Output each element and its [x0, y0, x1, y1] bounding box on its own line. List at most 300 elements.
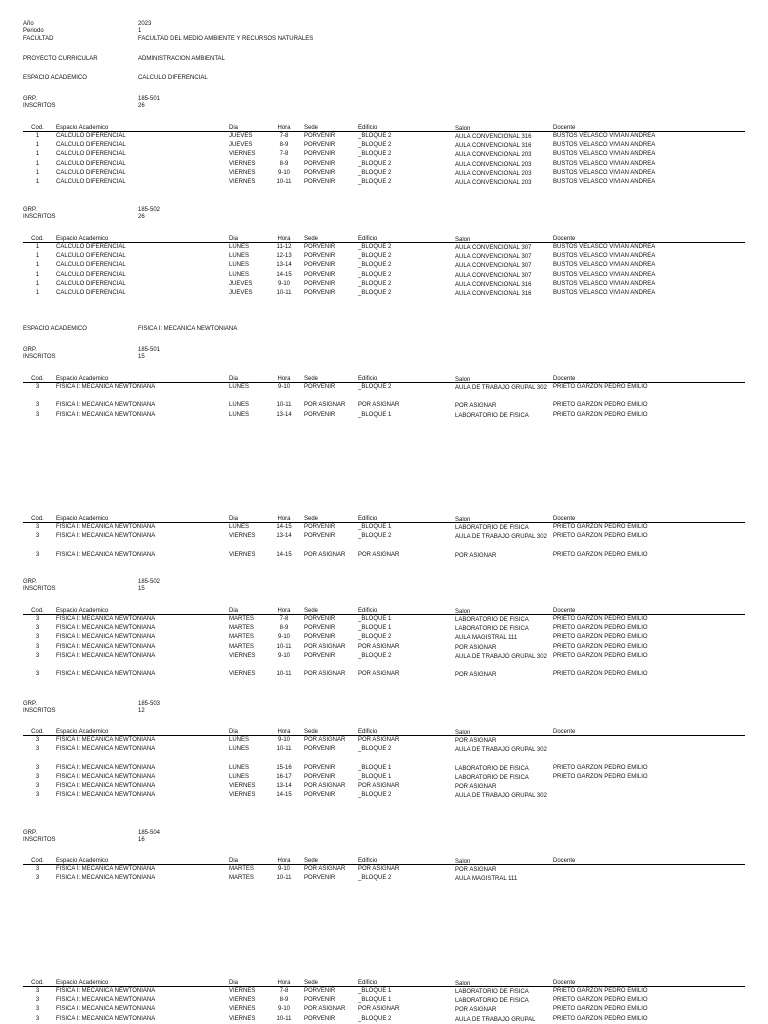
cell-docente: PRIETO GARZON PEDRO EMILIO [553, 634, 648, 641]
cell-sede: PORVENIR [304, 773, 336, 780]
inscritos-value: 26 [138, 214, 145, 220]
cell-salon: AULA DE TRABAJO GRUPAL 302 [455, 534, 547, 541]
column-header-salon: Salon [455, 377, 471, 383]
cell-docente: BUSTOS VELASCO VIVIAN ANDREA [553, 160, 656, 167]
cell-salon: POR ASIGNAR [455, 644, 497, 651]
cell-dia: JUEVES [229, 142, 253, 149]
cell-cod: 3 [35, 411, 40, 418]
cell-sede: PORVENIR [304, 634, 336, 641]
column-header-sede: Sede [304, 125, 319, 131]
cell-hora: 9-10 [277, 169, 290, 176]
column-header-espacio: Espacio Academico [56, 236, 109, 242]
cell-espacio: FISICA I: MECANICA NEWTONIANA [56, 402, 156, 409]
cell-dia: LUNES [229, 746, 250, 753]
grp-value: 185-502 [138, 207, 161, 213]
cell-edificio: _BLOQUE 2 [358, 244, 392, 250]
cell-hora: 10-11 [276, 1015, 292, 1022]
cell-espacio: CALCULO DIFERENCIAL [56, 169, 126, 176]
cell-hora: 15-16 [276, 764, 292, 771]
cell-sede: PORVENIR [304, 533, 336, 540]
cell-cod: 3 [35, 384, 40, 390]
table-row [23, 243, 745, 252]
cell-cod: 1 [35, 142, 40, 149]
cell-dia: VIERNES [229, 997, 256, 1004]
proyecto-label: PROYECTO CURRICULAR [23, 56, 98, 62]
schedule-table [23, 729, 745, 810]
cell-salon: AULA CONVENCIONAL 307 [455, 254, 532, 261]
cell-sede: PORVENIR [304, 384, 336, 390]
table-row [23, 383, 745, 401]
cell-espacio: CALCULO DIFERENCIAL [56, 160, 126, 167]
cell-hora: 7-8 [279, 133, 289, 139]
espacio-academico-2 [0, 326, 768, 334]
cell-dia: JUEVES [229, 289, 253, 296]
table-header [23, 125, 745, 132]
column-header-sede: Sede [304, 858, 319, 864]
cell-docente: PRIETO GARZON PEDRO EMILIO [553, 1006, 648, 1013]
cell-dia: JUEVES [229, 133, 253, 139]
cell-salon: AULA CONVENCIONAL 203 [455, 152, 532, 159]
cell-hora: 10-11 [276, 643, 292, 650]
cell-sede: PORVENIR [304, 411, 336, 418]
cell-edificio: _BLOQUE 2 [358, 746, 392, 753]
column-header-sede: Sede [304, 729, 319, 735]
cell-hora: 10-11 [276, 402, 292, 409]
cell-cod: 3 [35, 551, 40, 558]
schedule-table [23, 858, 745, 883]
column-header-sede: Sede [304, 376, 319, 382]
cell-dia: VIERNES [229, 1006, 256, 1013]
table-row [23, 252, 745, 261]
cell-docente: PRIETO GARZON PEDRO EMILIO [553, 551, 648, 558]
cell-sede: PORVENIR [304, 524, 336, 530]
cell-espacio: FISICA I: MECANICA NEWTONIANA [56, 533, 156, 540]
cell-sede: PORVENIR [304, 169, 336, 176]
cell-docente: BUSTOS VELASCO VIVIAN ANDREA [553, 253, 656, 260]
cell-edificio: _BLOQUE 1 [358, 764, 392, 771]
cell-edificio: _BLOQUE 1 [358, 773, 392, 780]
cell-docente: BUSTOS VELASCO VIVIAN ANDREA [553, 178, 656, 185]
cell-cod: 3 [35, 643, 40, 650]
cell-edificio: _BLOQUE 2 [358, 875, 392, 882]
column-header-docente: Docente [553, 980, 576, 986]
cell-edificio: _BLOQUE 2 [358, 178, 392, 185]
cell-docente: BUSTOS VELASCO VIVIAN ANDREA [553, 169, 656, 176]
cell-edificio: POR ASIGNAR [358, 551, 400, 558]
cell-salon: POR ASIGNAR [455, 783, 497, 790]
cell-edificio: _BLOQUE 2 [358, 289, 392, 296]
cell-hora: 7-8 [279, 151, 289, 158]
cell-dia: VIERNES [229, 169, 256, 176]
column-header-espacio: Espacio Academico [56, 729, 109, 735]
cell-cod: 1 [35, 178, 40, 185]
table-row [23, 150, 745, 159]
cell-salon: AULA CONVENCIONAL 316 [455, 290, 532, 297]
cell-espacio: FISICA I: MECANICA NEWTONIANA [56, 551, 156, 558]
cell-cod: 3 [35, 402, 40, 409]
cell-docente: PRIETO GARZON PEDRO EMILIO [553, 533, 648, 540]
cell-dia: VIERNES [229, 652, 256, 659]
cell-sede: PORVENIR [304, 625, 336, 632]
cell-espacio: FISICA I: MECANICA NEWTONIANA [56, 792, 156, 799]
table-row [23, 1005, 745, 1014]
column-header-espacio: Espacio Academico [56, 608, 109, 614]
table-row [23, 141, 745, 150]
cell-dia: LUNES [229, 244, 250, 250]
cell-edificio: _BLOQUE 2 [358, 384, 392, 390]
cell-espacio: CALCULO DIFERENCIAL [56, 271, 126, 278]
cell-edificio: _BLOQUE 1 [358, 411, 392, 418]
cell-sede: PORVENIR [304, 271, 336, 278]
column-header-dia: Dia [229, 516, 239, 522]
cell-espacio: FISICA I: MECANICA NEWTONIANA [56, 411, 156, 418]
cell-edificio: _BLOQUE 2 [358, 262, 392, 269]
table-row [23, 745, 745, 763]
inscritos-label: INSCRITOS [23, 586, 56, 592]
cell-espacio: CALCULO DIFERENCIAL [56, 142, 126, 149]
cell-docente: PRIETO GARZON PEDRO EMILIO [553, 1015, 648, 1022]
cell-sede: POR ASIGNAR [304, 551, 346, 558]
cell-sede: POR ASIGNAR [304, 671, 346, 678]
schedule-table [23, 376, 745, 420]
table-row [23, 551, 745, 560]
cell-hora: 10-11 [276, 289, 292, 296]
cell-sede: PORVENIR [304, 652, 336, 659]
cell-hora: 13-14 [276, 262, 292, 269]
cell-salon: AULA CONVENCIONAL 203 [455, 179, 532, 186]
grp-label: GRP. [23, 347, 37, 353]
cell-salon: AULA DE TRABAJO GRUPAL [455, 1016, 536, 1023]
cell-docente: PRIETO GARZON PEDRO EMILIO [553, 643, 648, 650]
cell-edificio: _BLOQUE 1 [358, 988, 392, 994]
table-header [23, 516, 745, 523]
cell-docente: PRIETO GARZON PEDRO EMILIO [553, 384, 648, 390]
column-header-hora: Hora [277, 125, 291, 131]
table-row [23, 280, 745, 289]
cell-hora: 9-10 [277, 652, 290, 659]
cell-hora: 9-10 [277, 280, 290, 287]
cell-docente: BUSTOS VELASCO VIVIAN ANDREA [553, 289, 656, 296]
table-row [23, 132, 745, 141]
cell-espacio: FISICA I: MECANICA NEWTONIANA [56, 634, 156, 641]
cell-hora: 11-12 [276, 244, 292, 250]
cell-hora: 13-14 [276, 782, 292, 789]
cell-cod: 1 [35, 253, 40, 260]
grp-label: GRP. [23, 830, 37, 836]
column-header-hora: Hora [277, 376, 291, 382]
cell-sede: POR ASIGNAR [304, 782, 346, 789]
cell-hora: 12-13 [276, 253, 292, 260]
cell-hora: 9-10 [277, 384, 290, 390]
inscritos-value: 16 [138, 837, 145, 843]
cell-espacio: FISICA I: MECANICA NEWTONIANA [56, 643, 156, 650]
cell-docente: BUSTOS VELASCO VIVIAN ANDREA [553, 244, 656, 250]
cell-sede: PORVENIR [304, 280, 336, 287]
cell-sede: PORVENIR [304, 997, 336, 1004]
table-row [23, 874, 745, 883]
table-row [23, 532, 745, 550]
cell-espacio: CALCULO DIFERENCIAL [56, 244, 126, 250]
cell-espacio: CALCULO DIFERENCIAL [56, 280, 126, 287]
cell-edificio: _BLOQUE 2 [358, 280, 392, 287]
cell-edificio: _BLOQUE 2 [358, 271, 392, 278]
cell-dia: VIERNES [229, 151, 256, 158]
cell-espacio: FISICA I: MECANICA NEWTONIANA [56, 997, 156, 1004]
cell-hora: 7-8 [279, 616, 289, 622]
column-header-salon: Salon [455, 981, 471, 987]
cell-salon: LABORATORIO DE FISICA [455, 998, 529, 1005]
table-row [23, 615, 745, 624]
cell-cod: 3 [35, 1015, 40, 1022]
cell-dia: MARTES [229, 634, 254, 641]
column-header-cod: Cod. [31, 980, 44, 986]
cell-edificio: _BLOQUE 2 [358, 169, 392, 176]
cell-hora: 7-8 [279, 988, 289, 994]
table-row [23, 271, 745, 280]
cell-dia: LUNES [229, 773, 250, 780]
column-header-hora: Hora [277, 980, 291, 986]
table-row [23, 261, 745, 270]
column-header-edificio: Edificio [358, 376, 378, 382]
cell-cod: 1 [35, 244, 40, 250]
cell-docente: PRIETO GARZON PEDRO EMILIO [553, 411, 648, 418]
table-header [23, 858, 745, 865]
cell-dia: VIERNES [229, 533, 256, 540]
inscritos-label: INSCRITOS [23, 708, 56, 714]
cell-hora: 10-11 [276, 178, 292, 185]
facultad-value: FACULTAD DEL MEDIO AMBIENTE Y RECURSOS NATURALES [138, 36, 314, 42]
column-header-cod: Cod. [31, 858, 44, 864]
column-header-edificio: Edificio [358, 516, 378, 522]
cell-sede: POR ASIGNAR [304, 737, 346, 743]
periodo-value: 1 [138, 28, 142, 34]
column-header-sede: Sede [304, 516, 319, 522]
table-row [23, 401, 745, 410]
column-header-sede: Sede [304, 608, 319, 614]
inscritos-value: 15 [138, 586, 145, 592]
espacio-academico-1 [0, 75, 768, 83]
cell-cod: 3 [35, 997, 40, 1004]
cell-cod: 1 [35, 271, 40, 278]
cell-docente: PRIETO GARZON PEDRO EMILIO [553, 988, 648, 994]
column-header-salon: Salon [455, 609, 471, 615]
cell-cod: 3 [35, 782, 40, 789]
column-header-salon: Salon [455, 517, 471, 523]
cell-edificio: _BLOQUE 2 [358, 792, 392, 799]
cell-edificio: _BLOQUE 2 [358, 142, 392, 149]
schedule-table [23, 516, 745, 560]
cell-cod: 3 [35, 524, 40, 530]
cell-docente: PRIETO GARZON PEDRO EMILIO [553, 524, 648, 530]
cell-salon: POR ASIGNAR [455, 403, 497, 410]
schedule-table [23, 236, 745, 298]
cell-hora: 14-15 [276, 551, 292, 558]
cell-sede: PORVENIR [304, 178, 336, 185]
column-header-sede: Sede [304, 236, 319, 242]
column-header-salon: Salon [455, 126, 471, 132]
cell-dia: MARTES [229, 643, 254, 650]
cell-espacio: FISICA I: MECANICA NEWTONIANA [56, 384, 156, 390]
cell-salon: LABORATORIO DE FISICA [455, 525, 529, 531]
group-info [0, 579, 768, 594]
table-row [23, 791, 745, 809]
cell-salon: AULA CONVENCIONAL 307 [455, 272, 532, 279]
table-row [23, 289, 745, 298]
grp-value: 185-503 [138, 701, 161, 707]
column-header-dia: Dia [229, 729, 239, 735]
cell-edificio: _BLOQUE 2 [358, 160, 392, 167]
table-row [23, 782, 745, 791]
cell-edificio: _BLOQUE 2 [358, 652, 392, 659]
cell-cod: 3 [35, 634, 40, 641]
table-row [23, 633, 745, 642]
periodo-label: Periodo [23, 28, 44, 34]
table-row [23, 178, 745, 187]
cell-docente: PRIETO GARZON PEDRO EMILIO [553, 997, 648, 1004]
cell-hora: 8-9 [279, 625, 289, 632]
table-row [23, 1015, 745, 1024]
grp-label: GRP. [23, 579, 37, 585]
column-header-dia: Dia [229, 376, 239, 382]
table-header [23, 608, 745, 615]
cell-edificio: _BLOQUE 1 [358, 616, 392, 622]
cell-sede: POR ASIGNAR [304, 1006, 346, 1013]
cell-cod: 1 [35, 169, 40, 176]
group-info [0, 830, 768, 845]
cell-edificio: POR ASIGNAR [358, 1006, 400, 1013]
cell-sede: PORVENIR [304, 1015, 336, 1022]
cell-sede: PORVENIR [304, 244, 336, 250]
cell-salon: POR ASIGNAR [455, 738, 497, 744]
cell-docente: BUSTOS VELASCO VIVIAN ANDREA [553, 133, 656, 139]
column-header-dia: Dia [229, 858, 239, 864]
cell-dia: LUNES [229, 524, 250, 530]
column-header-sede: Sede [304, 980, 319, 986]
cell-dia: LUNES [229, 253, 250, 260]
cell-espacio: CALCULO DIFERENCIAL [56, 133, 126, 139]
proyecto-value: ADMINISTRACION AMBIENTAL [138, 56, 225, 62]
cell-espacio: FISICA I: MECANICA NEWTONIANA [56, 1015, 156, 1022]
column-header-docente: Docente [553, 608, 576, 614]
column-header-docente: Docente [553, 516, 576, 522]
cell-edificio: _BLOQUE 2 [358, 1015, 392, 1022]
table-row [23, 670, 745, 679]
grp-label: GRP. [23, 207, 37, 213]
cell-docente: PRIETO GARZON PEDRO EMILIO [553, 764, 648, 771]
cell-sede: PORVENIR [304, 160, 336, 167]
table-header [23, 376, 745, 383]
cell-hora: 8-9 [279, 997, 289, 1004]
cell-hora: 9-10 [277, 1006, 290, 1013]
grp-value: 185-504 [138, 830, 161, 836]
cell-salon: LABORATORIO DE FISICA [455, 412, 529, 419]
anio-label: Año [23, 21, 34, 27]
cell-edificio: _BLOQUE 2 [358, 133, 392, 139]
table-row [23, 169, 745, 178]
cell-sede: PORVENIR [304, 792, 336, 799]
cell-cod: 1 [35, 133, 40, 139]
table-row [23, 736, 745, 745]
cell-dia: MARTES [229, 875, 254, 882]
cell-salon: LABORATORIO DE FISICA [455, 774, 529, 781]
cell-espacio: CALCULO DIFERENCIAL [56, 253, 126, 260]
cell-cod: 3 [35, 875, 40, 882]
cell-hora: 14-15 [276, 524, 292, 530]
column-header-espacio: Espacio Academico [56, 516, 109, 522]
cell-espacio: FISICA I: MECANICA NEWTONIANA [56, 782, 156, 789]
facultad-label: FACULTAD [23, 36, 54, 42]
cell-salon: AULA CONVENCIONAL 307 [455, 245, 532, 251]
cell-espacio: CALCULO DIFERENCIAL [56, 289, 126, 296]
column-header-dia: Dia [229, 608, 239, 614]
table-row [23, 523, 745, 532]
cell-hora: 8-9 [279, 142, 289, 149]
cell-salon: AULA DE TRABAJO GRUPAL 302 [455, 385, 547, 391]
cell-docente: BUSTOS VELASCO VIVIAN ANDREA [553, 142, 656, 149]
cell-dia: VIERNES [229, 792, 256, 799]
cell-docente: PRIETO GARZON PEDRO EMILIO [553, 652, 648, 659]
cell-espacio: FISICA I: MECANICA NEWTONIANA [56, 737, 156, 743]
cell-sede: PORVENIR [304, 253, 336, 260]
cell-salon: POR ASIGNAR [455, 867, 497, 873]
cell-cod: 3 [35, 652, 40, 659]
column-header-cod: Cod. [31, 236, 44, 242]
column-header-cod: Cod. [31, 376, 44, 382]
cell-dia: LUNES [229, 402, 250, 409]
cell-espacio: CALCULO DIFERENCIAL [56, 178, 126, 185]
cell-salon: AULA CONVENCIONAL 203 [455, 170, 532, 177]
table-row [23, 411, 745, 420]
column-header-cod: Cod. [31, 516, 44, 522]
cell-edificio: POR ASIGNAR [358, 866, 400, 872]
cell-dia: JUEVES [229, 280, 253, 287]
column-header-salon: Salon [455, 730, 471, 736]
espacio-label: ESPACIO ACADEMICO [23, 326, 87, 332]
cell-edificio: _BLOQUE 1 [358, 997, 392, 1004]
cell-cod: 3 [35, 671, 40, 678]
cell-salon: AULA DE TRABAJO GRUPAL 302 [455, 793, 547, 800]
table-row [23, 160, 745, 169]
cell-edificio: POR ASIGNAR [358, 671, 400, 678]
cell-sede: PORVENIR [304, 142, 336, 149]
column-header-hora: Hora [277, 516, 291, 522]
cell-dia: VIERNES [229, 1015, 256, 1022]
cell-dia: LUNES [229, 737, 250, 743]
cell-edificio: _BLOQUE 1 [358, 524, 392, 530]
cell-salon: LABORATORIO DE FISICA [455, 626, 529, 633]
table-row [23, 764, 745, 773]
cell-hora: 16-17 [276, 773, 292, 780]
cell-hora: 14-15 [276, 271, 292, 278]
cell-salon: POR ASIGNAR [455, 672, 497, 679]
cell-sede: POR ASIGNAR [304, 643, 346, 650]
cell-hora: 10-11 [276, 671, 292, 678]
inscritos-value: 26 [138, 103, 145, 109]
cell-docente: BUSTOS VELASCO VIVIAN ANDREA [553, 151, 656, 158]
cell-dia: LUNES [229, 271, 250, 278]
cell-dia: VIERNES [229, 782, 256, 789]
table-header [23, 729, 745, 736]
cell-edificio: _BLOQUE 2 [358, 151, 392, 158]
column-header-espacio: Espacio Academico [56, 858, 109, 864]
cell-cod: 3 [35, 764, 40, 771]
cell-sede: PORVENIR [304, 133, 336, 139]
cell-dia: LUNES [229, 384, 250, 390]
anio-value: 2023 [138, 21, 152, 27]
cell-dia: VIERNES [229, 178, 256, 185]
column-header-edificio: Edificio [358, 729, 378, 735]
cell-docente: BUSTOS VELASCO VIVIAN ANDREA [553, 262, 656, 269]
